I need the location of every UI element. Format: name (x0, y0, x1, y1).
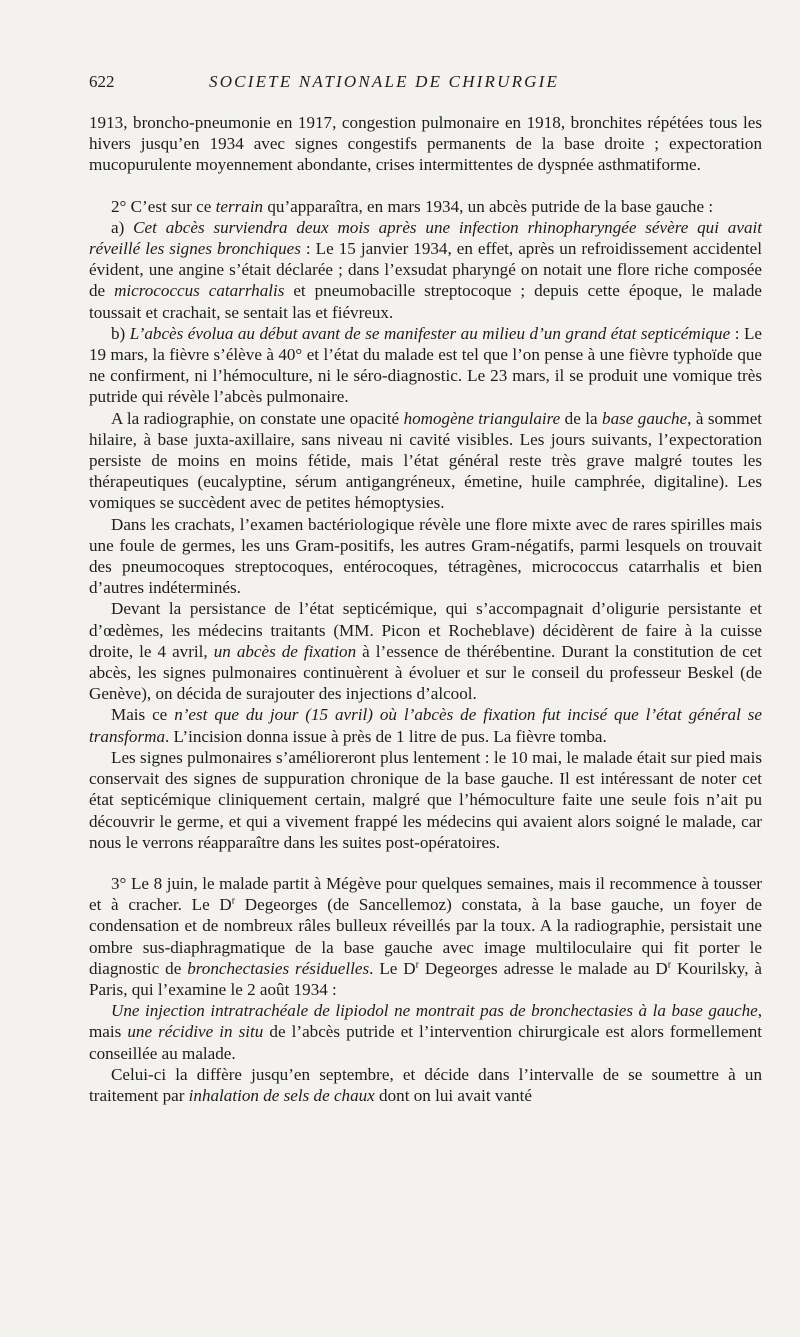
text-span: . Le D (369, 958, 416, 978)
superscript: r (667, 959, 672, 971)
italic-span: bronchectasies résiduelles (187, 958, 370, 978)
paragraph (89, 1000, 762, 1064)
italic-span: micrococcus catarrhalis (114, 281, 285, 301)
text-span: A la radiographie, on constate une opacité (111, 408, 404, 428)
paragraph (89, 747, 762, 853)
text-span: de la (560, 408, 603, 428)
text-span: : Le 15 janvier 1934, en effet, après un refroidissement accidentel évident, une angine s’était déclarée ; dans l’exsudat pharyngé on notait une flore riche composée de (89, 239, 762, 301)
superscript: r (231, 895, 236, 907)
running-title: SOCIETE NATIONALE DE CHIRURGIE (209, 72, 560, 91)
text-span: . L’incision donna issue à près de 1 litre de pus. La fièvre tomba. (165, 726, 607, 746)
italic-span: inhalation de sels de chaux (188, 1085, 375, 1105)
text-span: Kourilsky, à Paris, qui l’examine le 2 août 1934 : (89, 958, 762, 999)
text-span: , à sommet hilaire, à base juxta-axillaire, sans niveau ni cavité visibles. Les jours suivants, l’expectoration persiste de moins en moins fétide, mais l’état général reste très grave malgré toutes les thérapeutiques (eucalyptine, sérum antigangréneux, émetine, huile camphrée, digitaline). Les vomiques se succèdent avec de petites hémoptysies. (89, 408, 763, 513)
text-span: dont on lui avait vanté (374, 1085, 532, 1105)
text-span: de l’abcès putride et l’intervention chirurgicale est alors formellement conseillée au malade. (89, 1022, 762, 1063)
text-span: : Le 19 mars, la fièvre s’élève à 40° et l’état du malade est tel que l’on pense à une fièvre typhoïde que ne confirment, ni l’hémoculture, ni le séro-diagnostic. Le 23 mars, il se produit une vomique très putride qui révèle l’abcès pulmonaire. (89, 323, 763, 407)
paragraph (89, 217, 762, 323)
text-span: Mais ce (111, 705, 175, 725)
text-span: Degeorges adresse le malade au D (418, 958, 668, 978)
paragraph (89, 704, 762, 746)
paragraph (89, 112, 762, 176)
text-span: Degeorges (de Sancellemoz) constata, à la base gauche, un foyer de condensation et de nombreux râles bulleux réveillés par la toux. A la radiographie, persistait une ombre sus-diaphragmatique de la base gauche avec image multiloculaire qui fit porter le diagnostic de (89, 895, 763, 978)
paragraph (89, 1064, 762, 1106)
italic-span: Cet abcès surviendra deux mois après une infection rhinopharyngée sévère qui avait réveillé les signes bronchiques (89, 217, 762, 259)
text-span: Dans les crachats, l’examen bactériologique révèle une flore mixte avec de rares spirilles mais une foule de germes, les uns Gram-positifs, les autres Gram-négatifs, parmi lesquels on trouvait des pneumocoques streptocoques, entérocoques, tétragènes, micrococcus catarrhalis et bien d’autres indéterminés. (89, 514, 762, 598)
paragraph (89, 598, 762, 704)
text-span: 1913, broncho-pneumonie en 1917, congestion pulmonaire en 1918, bronchites répétées tous les hivers jusqu’en 1934 avec signes congestifs permanents de la base droite ; expectoration mucopurulente moyennement abondante, crises intermittentes de dyspnée asthmatiforme. (89, 113, 762, 175)
superscript: r (415, 959, 419, 971)
italic-span: homogène triangulaire (403, 408, 561, 428)
text-span: Devant la persistance de l’état septicémique, qui s’accompagnait d’oligurie persistante et d’œdèmes, les médecins traitants (MM. Picon et Rocheblave) décidèrent de faire à la cuisse droite, le 4 avril, (89, 599, 762, 661)
paragraph (89, 873, 762, 1000)
italic-span: n’est que du jour (15 avril) où l’abcès de fixation fut incisé que l’état général se transforma (89, 705, 762, 746)
italic-span: L’abcès évolua au début avant de se manifester au milieu d’un grand état septicémique (129, 323, 731, 343)
paragraph (89, 196, 762, 217)
paragraph (89, 323, 762, 408)
text-span: à l’essence de thérébentine. Durant la constitution de cet abcès, les signes pulmonaires continuèrent à évoluer et sur le conseil du professeur Beskel (de Genève), on décida de surajouter des injections d’alcool. (89, 641, 762, 704)
italic-span: base gauche (602, 408, 688, 428)
text-span: 2° C’est sur ce (111, 196, 216, 216)
italic-span: une récidive in situ (127, 1022, 264, 1042)
italic-span: terrain (215, 196, 264, 216)
text-span: 3° Le 8 juin, le malade partit à Mégève pour quelques semaines, mais il recommence à tousser et à cracher. Le D (89, 873, 762, 915)
page-header (89, 72, 762, 96)
text-span: Les signes pulmonaires s’amélioreront plus lentement : le 10 mai, le malade était sur pied mais conservait des signes de suppuration chronique de la base gauche. Il est intéressant de noter cet état septicémique cliniquement certain, malgré que l’hémoculture faite une seule fois n’ait pu découvrir le germe, et qui a vivement frappé les médecins qui avaient alors soigné le malade, car nous le verrons réapparaître dans les suites post-opératoires. (89, 747, 762, 852)
italic-span: Une injection intratrachéale de lipiodol ne montrait pas de bronchectasies à la base gauche (111, 1001, 758, 1021)
text-span: b) (111, 323, 130, 343)
paragraph (89, 514, 762, 599)
paragraph (89, 408, 762, 514)
text-span: a) (111, 217, 134, 237)
text-span: et pneumobacille streptocoque ; depuis cette époque, le malade toussait et crachait, se sentait las et fiévreux. (89, 281, 762, 322)
italic-span: un abcès de fixation (213, 641, 357, 661)
text-span: Celui-ci la diffère jusqu’en septembre, et décide dans l’intervalle de se soumettre à un traitement par (89, 1064, 762, 1105)
text-span: , mais (89, 1001, 762, 1042)
body-text (89, 112, 762, 1106)
page-number: 622 (89, 72, 115, 91)
text-span: qu’apparaîtra, en mars 1934, un abcès putride de la base gauche : (263, 196, 714, 216)
